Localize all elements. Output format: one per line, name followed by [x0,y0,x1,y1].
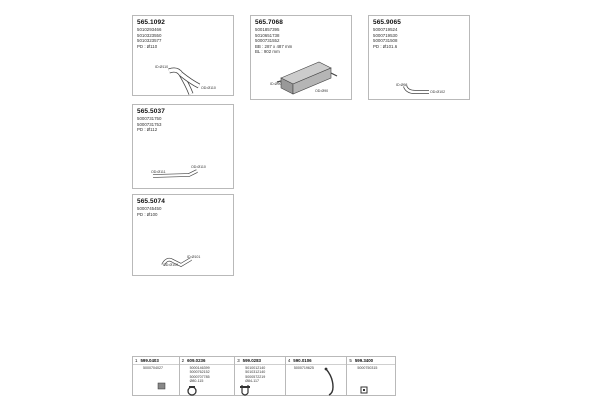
part-number: 609.0236 [187,358,206,363]
diameter-label: ID:Ø90 [270,82,282,86]
part-number: 565.5074 [137,198,165,205]
reference-code: 5000731508 [373,38,398,44]
reference-code: 5000762152 [189,370,210,375]
straight-pipe-drawing [133,105,235,190]
reference-code: 5010323577 [137,38,162,44]
part-number: 590.0106 [293,358,312,363]
reference-code: 5010293466 [137,27,162,32]
accessory-part[interactable] [235,357,286,395]
part-number: 599.0403 [140,358,159,363]
diameter-label: OD:Ø110 [191,165,206,169]
clamp-range: Ø80-115 [189,379,204,384]
part-number: 565.5037 [137,108,165,115]
pipe-diameter: PD : Ø100 [137,211,158,217]
box-size: BB : 287 x 487 mm [255,43,293,49]
accessory-parts-strip [132,356,396,396]
diameter-label: ID:Ø98 [396,83,408,87]
reference-code: 5010651738 [255,32,280,38]
reference-code: 5000750315 [357,366,378,370]
part-card[interactable] [132,15,234,96]
reference-code: 5000704027 [143,366,163,370]
reference-code: 5010312140 [245,370,266,375]
hanger-strap-icon [286,357,348,397]
reference-code: 5000745450 [137,206,162,211]
diameter-label: OD:Ø100 [163,263,179,267]
item-number: 1 [135,358,138,363]
reference-code: 5000707785 [189,374,210,379]
reference-code: 5000731750 [137,116,162,121]
diameter-label: OD:Ø111 [151,170,166,174]
reference-code: 5010012140 [245,366,266,370]
u-bolt-clamp-icon [235,357,286,397]
pipe-diameter: PD : Ø101.6 [373,43,398,49]
clamp-icon [180,357,236,397]
reference-code: 5000572219 [245,374,266,379]
accessory-part[interactable] [347,357,395,395]
bracket-icon [347,357,395,397]
part-number: 565.1092 [137,19,165,26]
bent-pipe-drawing [369,16,471,101]
item-number: 4 [287,358,291,363]
bent-pipe-drawing [133,16,235,97]
reference-code: 5000731753 [137,121,162,127]
reference-code: 5000719524 [373,27,398,32]
reference-code: 5010323550 [137,32,162,38]
part-card[interactable] [368,15,470,100]
part-card[interactable] [132,194,234,276]
gasket-icon [133,357,180,397]
part-card[interactable] [132,104,234,189]
diameter-label: ID:Ø110 [155,65,169,69]
diameter-label: OD:Ø110 [201,86,216,90]
reference-code: 5000146399 [189,366,210,370]
item-number: 3 [237,358,240,363]
part-number: 565.7068 [255,19,283,26]
item-number: 2 [181,358,185,363]
reference-code: 5000719530 [373,32,398,38]
part-number: 565.9065 [373,19,401,26]
reference-code: 5000731552 [255,38,280,44]
pipe-diameter: PD : Ø112 [137,127,158,133]
body-length: BL : 902 mm [255,49,280,55]
part-card[interactable] [250,15,352,100]
accessory-part[interactable] [286,357,348,395]
part-number: 599.3400 [354,358,374,363]
pipe-diameter: PD : Ø110 [137,43,158,49]
diameter-label: OD:Ø102 [430,90,446,94]
muffler-drawing [251,16,353,101]
tail-pipe-drawing [133,195,235,277]
diameter-label: ID:Ø101 [187,255,201,259]
reference-code: 5000719625 [293,366,314,370]
part-number: 599.0283 [242,358,261,363]
item-number: 5 [349,358,352,363]
reference-code: 5001857395 [255,27,280,32]
accessory-part[interactable] [133,357,180,395]
diameter-label: OD:Ø90 [315,89,329,93]
accessory-part[interactable] [180,357,236,395]
clamp-range: Ø84-117 [245,379,259,384]
